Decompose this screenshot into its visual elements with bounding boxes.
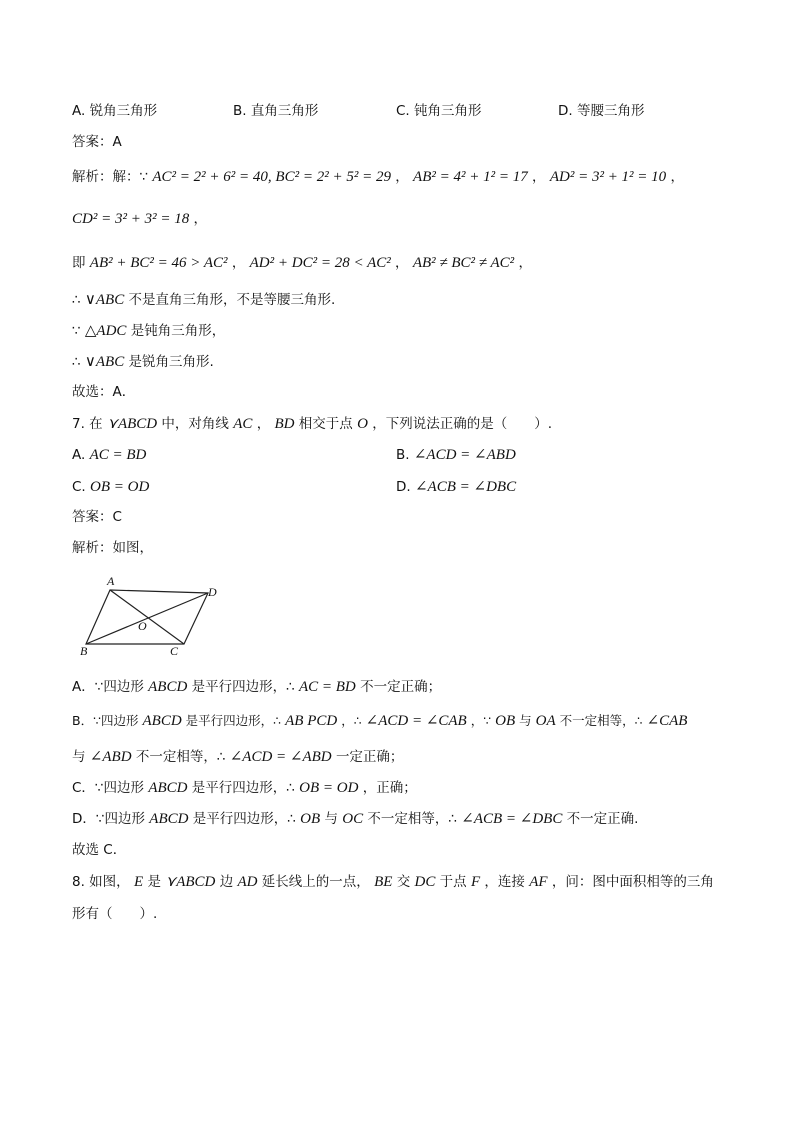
text: 不一定正确. bbox=[566, 811, 639, 827]
q6-analysis-line-2 bbox=[72, 212, 207, 227]
math: ∠ACD = ∠ABD bbox=[229, 749, 332, 765]
option-label: A. bbox=[72, 447, 86, 463]
text: C．∵四边形 bbox=[72, 780, 145, 796]
text: 不一定相等，∴ bbox=[367, 811, 457, 827]
parallelogram-name: ⋎ABCD bbox=[106, 416, 158, 432]
math: ABCD bbox=[148, 679, 188, 695]
equation: AC² = 2² + 6² = 40, BC² = 2² + 5² = 29 bbox=[152, 169, 391, 185]
separator: ， bbox=[518, 255, 532, 271]
q6-option-c: C. 钝角三角形 bbox=[396, 103, 482, 119]
q7-answer: 答案：C bbox=[72, 509, 122, 525]
math: AB PCD bbox=[285, 713, 338, 729]
math: O bbox=[357, 416, 368, 432]
label-o: O bbox=[138, 619, 147, 633]
option-math: AC = BD bbox=[89, 447, 147, 463]
q6-analysis-line-4 bbox=[72, 293, 335, 308]
text: 不一定相等，∴ bbox=[135, 749, 226, 765]
label-c: C bbox=[170, 644, 179, 658]
text: 是平行四边形，∴ bbox=[185, 713, 282, 728]
text: 8. 如图， bbox=[72, 874, 130, 890]
math: DC bbox=[414, 874, 436, 890]
math: AC = BD bbox=[298, 679, 356, 695]
q7-analysis-c bbox=[72, 781, 417, 796]
text: ，∴ bbox=[341, 713, 362, 728]
equation: CD² = 3² + 3² = 18 bbox=[72, 211, 190, 227]
q6-analysis-line-6 bbox=[72, 355, 214, 370]
text: 是钝角三角形， bbox=[130, 323, 226, 339]
diagonal-ac bbox=[110, 590, 184, 644]
separator: ， bbox=[532, 169, 546, 185]
text: 中，对角线 bbox=[161, 416, 229, 432]
q6-option-d: D. 等腰三角形 bbox=[558, 103, 645, 119]
equation: AB² ≠ BC² ≠ AC² bbox=[412, 255, 515, 271]
q7-analysis-a bbox=[72, 680, 441, 695]
parallelogram-figure bbox=[74, 574, 234, 664]
text: ， bbox=[256, 416, 271, 432]
text: 是锐角三角形. bbox=[128, 354, 214, 370]
equation: AD² + DC² = 28 < AC² bbox=[249, 255, 391, 271]
text: 相交于点 bbox=[298, 416, 353, 432]
text: ，问：图中面积相等的三角 bbox=[551, 874, 714, 890]
q7-analysis-b bbox=[72, 714, 687, 729]
therefore-symbol: ∴ bbox=[72, 354, 81, 370]
q7-option-c bbox=[72, 480, 149, 495]
math: ⋎ABCD bbox=[165, 874, 216, 890]
text: ，正确； bbox=[362, 780, 417, 796]
text: 是平行四边形，∴ bbox=[191, 780, 295, 796]
separator: ， bbox=[395, 255, 409, 271]
text: 不一定正确； bbox=[360, 679, 442, 695]
q8-stem-line-1 bbox=[72, 875, 714, 890]
separator: ， bbox=[193, 211, 207, 227]
option-math: ∠ACD = ∠ABD bbox=[413, 447, 516, 463]
q6-option-a: A. 锐角三角形 bbox=[72, 103, 158, 119]
separator: ， bbox=[231, 255, 246, 271]
math: AD bbox=[237, 874, 258, 890]
text: 与 bbox=[72, 749, 86, 765]
text: D．∵四边形 bbox=[72, 811, 145, 827]
text: ，连接 bbox=[484, 874, 525, 890]
parallelogram-diagram bbox=[74, 574, 234, 660]
triangle-name: ∨ABC bbox=[84, 354, 125, 370]
q6-choose: 故选：A． bbox=[72, 384, 136, 400]
text: ，下列说法正确的是（ ）. bbox=[372, 416, 553, 432]
diagonal-bd bbox=[86, 593, 208, 644]
label-b: B bbox=[80, 644, 88, 658]
q6-analysis-line-3 bbox=[72, 256, 532, 271]
q7-option-a bbox=[72, 448, 146, 463]
q6-analysis-line-1 bbox=[72, 170, 684, 185]
label-a: A bbox=[107, 574, 115, 588]
math: OB bbox=[300, 811, 321, 827]
q7-stem bbox=[72, 417, 552, 432]
equation: AB² + BC² = 46 > AC² bbox=[89, 255, 228, 271]
text: 即 bbox=[72, 255, 86, 271]
text: 延长线上的一点， bbox=[261, 874, 370, 890]
text: B．∵四边形 bbox=[72, 713, 139, 728]
text: 是平行四边形，∴ bbox=[191, 679, 295, 695]
math: AF bbox=[529, 874, 548, 890]
text: 与 bbox=[324, 811, 338, 827]
text: 边 bbox=[219, 874, 234, 890]
q7-analysis-intro: 解析：如图， bbox=[72, 540, 153, 556]
math: OB = OD bbox=[299, 780, 359, 796]
math: ABCD bbox=[148, 780, 188, 796]
math: ∠CAB bbox=[646, 713, 688, 729]
label-d: D bbox=[208, 585, 217, 599]
text: 是平行四边形，∴ bbox=[192, 811, 296, 827]
math: OB bbox=[495, 713, 516, 729]
text: A．∵四边形 bbox=[72, 679, 144, 695]
text: 于点 bbox=[439, 874, 467, 890]
option-math: ∠ACB = ∠DBC bbox=[414, 479, 517, 495]
q8-stem-line-2: 形有（ ）. bbox=[72, 906, 158, 922]
text: 交 bbox=[396, 874, 411, 890]
option-label: B. bbox=[396, 447, 410, 463]
option-math: OB = OD bbox=[90, 479, 150, 495]
text: 不一定相等，∴ bbox=[559, 713, 643, 728]
math: BE bbox=[374, 874, 393, 890]
option-label: C. bbox=[72, 479, 86, 495]
analysis-prefix: 解析：解：∵ bbox=[72, 169, 149, 185]
text: 不是直角三角形，不是等腰三角形. bbox=[128, 292, 336, 308]
q6-answer: 答案：A bbox=[72, 134, 122, 150]
math: ∠ACD = ∠CAB bbox=[365, 713, 467, 729]
q7-option-b bbox=[396, 448, 516, 463]
triangle-name: ∨ABC bbox=[84, 292, 125, 308]
math: OC bbox=[342, 811, 364, 827]
math: E bbox=[133, 874, 144, 890]
text: 一定正确； bbox=[335, 749, 404, 765]
text: 7. 在 bbox=[72, 416, 103, 432]
text: ，∵ bbox=[470, 713, 492, 728]
equation: AB² = 4² + 1² = 17 bbox=[413, 169, 528, 185]
option-label: D. bbox=[396, 479, 411, 495]
triangle-name: △ADC bbox=[84, 323, 127, 339]
math: OA bbox=[535, 713, 556, 729]
q7-analysis-b-cont bbox=[72, 750, 403, 765]
q7-analysis-d bbox=[72, 812, 638, 827]
because-symbol: ∵ bbox=[72, 323, 81, 339]
math: BD bbox=[274, 416, 295, 432]
math: ABCD bbox=[149, 811, 189, 827]
separator: ， bbox=[395, 169, 409, 185]
text: 与 bbox=[519, 713, 532, 728]
q7-choose: 故选 C． bbox=[72, 842, 127, 858]
therefore-symbol: ∴ bbox=[72, 292, 81, 308]
text: 是 bbox=[147, 874, 161, 890]
math: ∠ACB = ∠DBC bbox=[461, 811, 563, 827]
math: F bbox=[470, 874, 481, 890]
q7-option-d bbox=[396, 480, 516, 495]
math: AC bbox=[233, 416, 253, 432]
separator: ， bbox=[670, 169, 684, 185]
q6-analysis-line-5 bbox=[72, 324, 225, 339]
math: ABCD bbox=[142, 713, 182, 729]
math: ∠ABD bbox=[89, 749, 132, 765]
q6-option-b: B. 直角三角形 bbox=[233, 103, 319, 119]
equation: AD² = 3² + 1² = 10 bbox=[549, 169, 667, 185]
